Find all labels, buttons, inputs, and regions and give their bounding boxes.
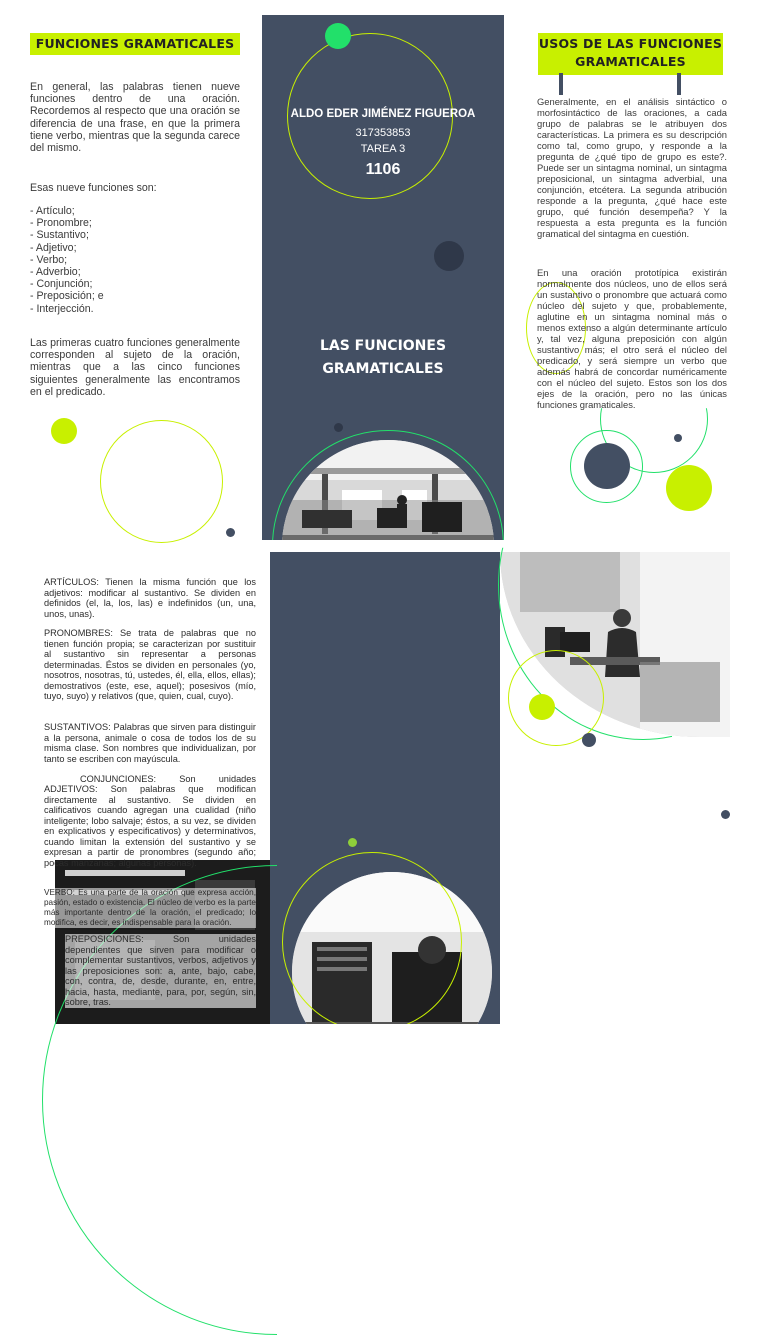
sustantivos-paragraph: SUSTANTIVOS: Palabras que sirven para distinguir a la persona, animale o cosa de todos los de su misma clase. Son nombres que individualizan, por tanto se escriben con mayúscula. [44, 722, 256, 764]
cover-dark-dot [434, 241, 464, 271]
preposiciones-paragraph: PREPOSICIONES: Son unidades dependientes que sirven para modificar o complementar sustantivos, verbos, adjetivos y las preposiciones son: a, ante, bajo, cabe, con, contra, de, desde, durante, en, entre, hacia, hasta, mediante, para, por, según, sin, sobre, tras. [65, 934, 256, 1007]
list-item: - Adverbio; [30, 266, 81, 279]
list-item: - Pronombre; [30, 217, 92, 230]
funciones-heading: FUNCIONES GRAMATICALES [30, 33, 240, 55]
photo-green-arc [272, 430, 504, 540]
functions-list [30, 205, 240, 315]
cover-small-dot [334, 423, 343, 432]
cover-panel [262, 15, 504, 540]
server-lime-ring [282, 852, 462, 1024]
heading-bar-right [677, 73, 681, 95]
intro-paragraph: En general, las palabras tienen nueve funciones dentro de una oración. Recordemos al respecto que una oración se diferencia de una frase, en que la primera tiene verbo, mientras que la segunda carece del mismo. [30, 81, 240, 155]
conjunciones-heading: CONJUNCIONES: Son unidades [80, 774, 256, 784]
pronombres-paragraph: PRONOMBRES: Se trata de palabras que no tienen función propia; se caracterizan por sustituir al sustantivo sin representar a personas determinadas. Éstos se dividen en personales (yo, nosotros, nosotras, tú, ustedes, él, ella, ellos, ellas); demostrativos (este, ese, aquel); posesivos (mío, tuyo, suyo) y relativos (que, quien, cual, cuyo). [44, 628, 256, 701]
decor-lime-circle [666, 465, 712, 511]
decor-lime-ring [100, 420, 223, 543]
bottom-right-dot [721, 810, 730, 819]
cover-title-line1: LAS FUNCIONES [319, 338, 447, 354]
list-item: - Preposición; e [30, 290, 104, 303]
list-item: - Artículo; [30, 205, 75, 217]
student-id: 317353853 [355, 127, 411, 139]
heading-bar-left [559, 73, 563, 95]
worker-lime-ring [508, 650, 604, 746]
cover-green-dot [325, 23, 351, 49]
task-label: TAREA 3 [360, 143, 406, 155]
usos-heading-line1: USOS DE LAS FUNCIONES [538, 36, 723, 51]
usos-heading-line2: GRAMATICALES [575, 54, 686, 69]
group-number: 1106 [365, 161, 401, 178]
list-title: Esas nueve funciones son: [30, 182, 157, 194]
worker-lime-dot [529, 694, 555, 720]
list-item: - Sustantivo; [30, 229, 89, 242]
verbo-paragraph: VERBO: Es una parte de la oración que expresa acción, pasión, estado o existencia. El núcleo de verbo es la parte más importante dentro de la oración, el predicado; lo modifica, es decir, es indispensable para la oración. [44, 888, 256, 927]
bottom-panel [270, 552, 500, 1024]
bottom-green-dot [348, 838, 357, 847]
closing-paragraph: Las primeras cuatro funciones generalmente corresponden al sujeto de la oración, mientras que a las cinco funciones siguientes generalmente las encontramos en el predicado. [30, 337, 240, 398]
usos-paragraph-1: Generalmente, en el análisis sintáctico o morfosintáctico de las oraciones, a cada grupo de palabras se le atribuyen dos características. La primera es su descripción como tal, como grupo, y responde a la pregunta de ¿qué tipo de grupo es este?. Puede ser un sintagma nominal, un sintagma preposicional, un sintagma adverbial, una conjunción, etcétera. La segunda atribución responde a la pregunta, ¿qué hace este grupo, qué función desempeña? Y la respuesta a esta pregunta es la función gramatical del sintagma en cuestión. [537, 96, 727, 239]
list-item: - Verbo; [30, 253, 68, 266]
usos-paragraph-2: En una oración prototípica existirán normalmente dos núcleos, uno de ellos será un sustantivo o pronombre que actuará como núcleo del sujeto y que, probablemente, aglutine en un sintagma nominal más o menos extenso a algún determinante artículo y, tal vez, alguna preposición con algún sustantivo más; el otro será el núcleo del predicado, y será siempre un verbo que además habrá de concordar numéricamente con el núcleo del sujeto. Estos son los dos ejes de la oración, pero no las únicas funciones gramaticales. [537, 267, 727, 410]
list-item: - Interjección. [30, 302, 94, 315]
articulos-paragraph: ARTÍCULOS: Tienen la misma función que los adjetivos: modificar al sustantivo. Se dividen en definidos (el, la, los, las) e indefinidos (un, una, unos, unas). [44, 577, 256, 619]
usos-heading [538, 33, 723, 75]
decor-dark-dot [226, 528, 235, 537]
adjetivos-paragraph: ADJETIVOS: Son palabras que modifican directamente al sustantivo. Se dividen en calificativos cuando agregan una cualidad (niño inteligente; lobo salvaje; éstos, a su vez, se dividen en explicativos y especificativos) y determinativos, cuando limitan la extensión del sustantivo y se expresan a partir de pronombres (segundo año; pocas manzanas; algunas personas). [44, 784, 256, 868]
decor-lime-dot [51, 418, 77, 444]
decor-dark-dot-right [674, 434, 682, 442]
author-name: ALDO EDER JIMÉNEZ FIGUEROA [290, 108, 476, 120]
decor-dark-circle [584, 443, 630, 489]
list-item: - Adjetivo; [30, 241, 77, 254]
list-item: - Conjunción; [30, 278, 93, 291]
cover-title-line2: GRAMATICALES [322, 361, 444, 377]
worker-dark-dot [582, 733, 596, 747]
